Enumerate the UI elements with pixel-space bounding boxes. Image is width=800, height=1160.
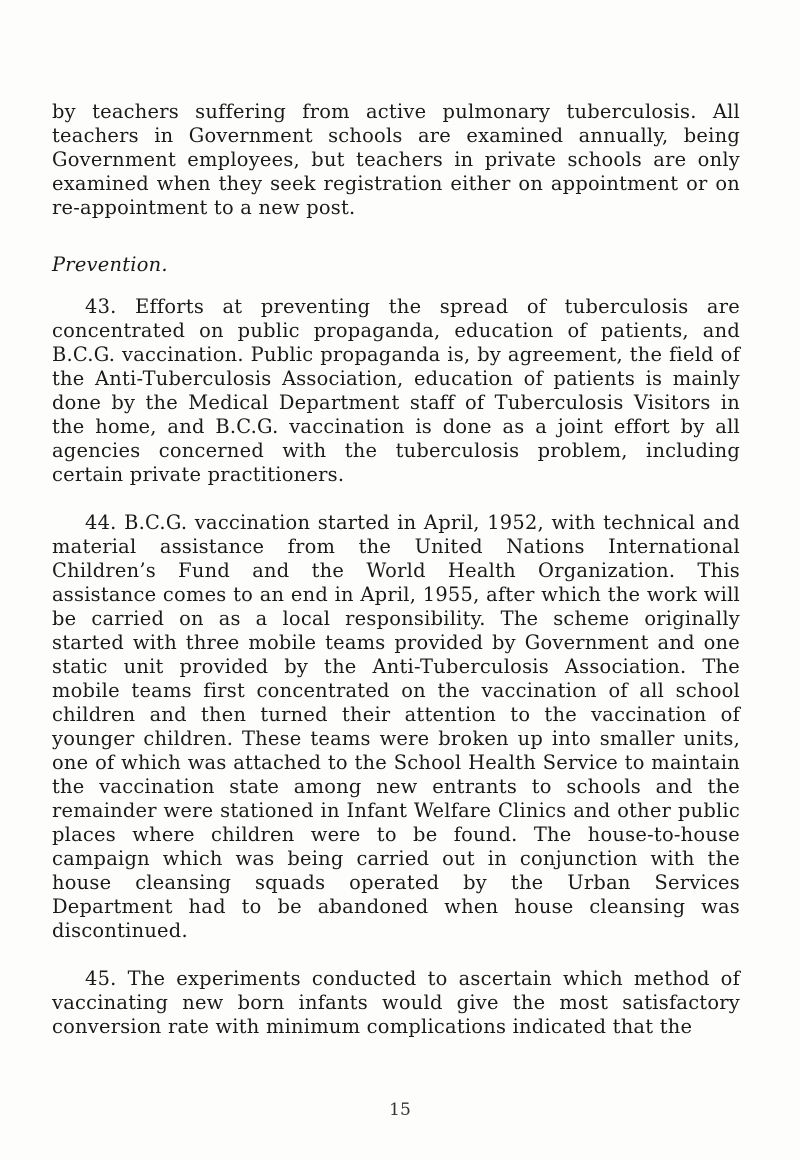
paragraph-44: 44. B.C.G. vaccination started in April, 1952, with technical and material assistance from the United Nations International Children’s Fund and the World Health Organization. This assistance comes to an end in April, 1955, after which the work will be carried on as a local responsibility. The scheme originally started with three mobile teams provided by Government and one static unit provided by the Anti-Tuberculosis Association. The mobile teams first concentrated on the vaccination of all school children and then turned their attention to the vaccination of younger children. These teams were broken up into smaller units, one of which was attached to the School Health Service to maintain the vaccination state among new entrants to schools and the remainder were stationed in Infant Welfare Clinics and other public places where children were to be found. The house-to-house campaign which was being carried out in conjunction with the house cleansing squads operated by the Urban Services Department had to be abandoned when house cleansing was discontinued. xyxy=(52,511,740,942)
document-page xyxy=(52,100,740,1039)
section-heading: Prevention. xyxy=(52,253,168,276)
spacer xyxy=(52,277,740,295)
spacer xyxy=(52,220,740,253)
paragraph-43: 43. Efforts at preventing the spread of tuberculosis are concentrated on public propaganda, education of patients, and B.C.G. vaccination. Public propaganda is, by agreement, the field of the Anti-Tuberculosis Association, education of patients is mainly done by the Medical Department staff of Tuberculosis Visitors in the home, and B.C.G. vaccination is done as a joint effort by all agencies concerned with the tuberculosis problem, including certain private practitioners. xyxy=(52,295,740,486)
spacer xyxy=(52,943,740,967)
paragraph-45: 45. The experiments conducted to ascertain which method of vaccinating new born infants would give the most satisfactory conversion rate with minimum complications indicated that the xyxy=(52,967,740,1038)
opening-paragraph: by teachers suffering from active pulmonary tuberculosis. All teachers in Government schools are examined annually, being Government employees, but teachers in private schools are only examined when they seek registration either on appointment or on re-appointment to a new post. xyxy=(52,100,740,219)
page-number: 15 xyxy=(389,1100,411,1120)
spacer xyxy=(52,487,740,511)
